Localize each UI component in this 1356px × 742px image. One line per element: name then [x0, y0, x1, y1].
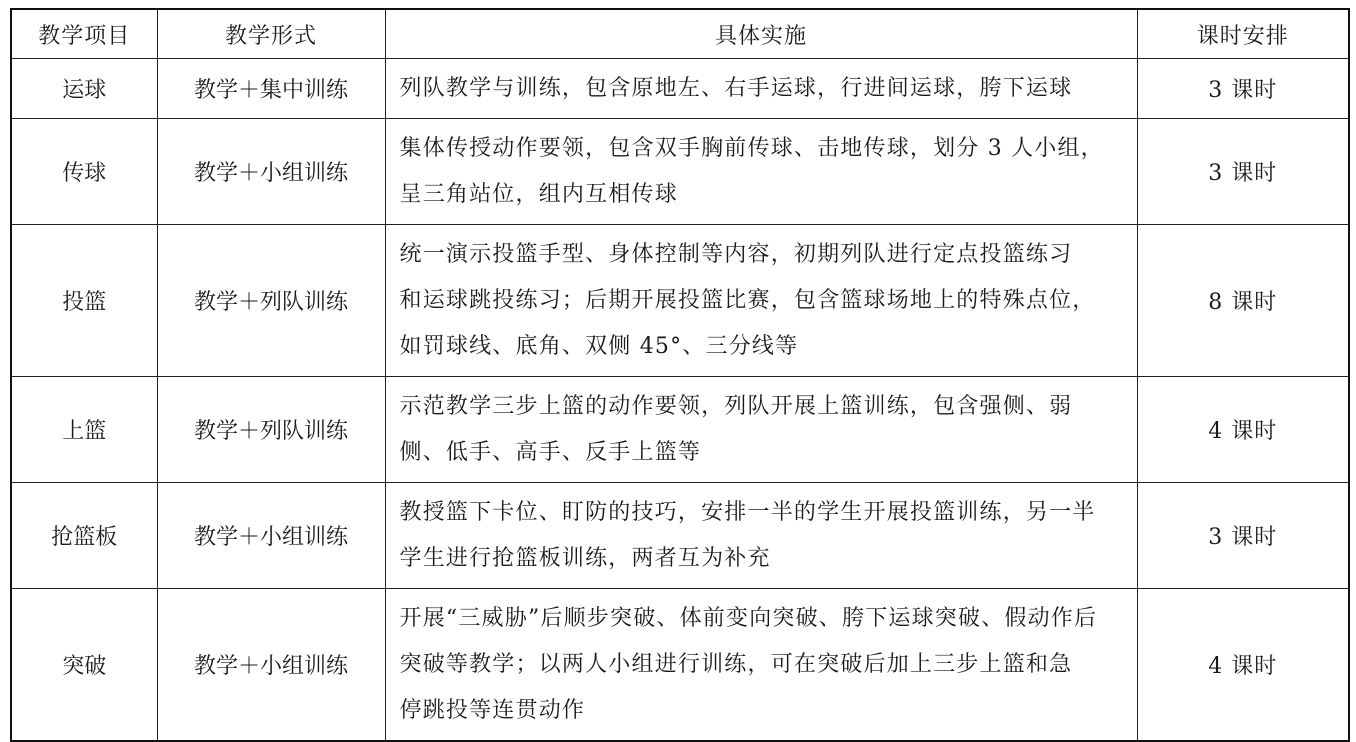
detail-line: 开展“三威胁”后顺步突破、体前变向突破、胯下运球突破、假动作后: [399, 605, 1098, 631]
cell-detail: [385, 483, 1137, 589]
header-teaching-form: 教学形式: [157, 9, 385, 59]
cell-form: 教学＋小组训练: [157, 483, 385, 589]
detail-line: 教授篮下卡位、盯防的技巧，安排一半的学生开展投篮训练，另一半: [399, 499, 1096, 525]
detail-line: 列队教学与训练，包含原地左、右手运球，行进间运球，胯下运球: [399, 75, 1073, 101]
cell-hours: 3 课时: [1137, 119, 1349, 225]
cell-hours: 4 课时: [1137, 377, 1349, 483]
detail-line: 停跳投等连贯动作: [399, 697, 586, 723]
teaching-plan-table: [10, 8, 1350, 742]
cell-hours: 3 课时: [1137, 59, 1349, 119]
detail-line: 集体传授动作要领，包含双手胸前传球、击地传球，划分 3 人小组，: [399, 135, 1104, 161]
detail-line: 和运球跳投练习；后期开展投篮比赛，包含篮球场地上的特殊点位，: [399, 287, 1096, 313]
cell-hours: 8 课时: [1137, 225, 1349, 377]
cell-form: 教学＋列队训练: [157, 225, 385, 377]
cell-hours: 3 课时: [1137, 483, 1349, 589]
table-row: [11, 483, 1349, 589]
table-row: [11, 589, 1349, 742]
cell-item: 传球: [11, 119, 157, 225]
detail-line: 示范教学三步上篮的动作要领，列队开展上篮训练，包含强侧、弱: [399, 393, 1073, 419]
table-row: [11, 225, 1349, 377]
table-row: [11, 119, 1349, 225]
detail-line: 呈三角站位，组内互相传球: [399, 181, 678, 207]
cell-hours: 4 课时: [1137, 589, 1349, 742]
cell-form: 教学＋列队训练: [157, 377, 385, 483]
header-implementation: 具体实施: [385, 9, 1137, 59]
cell-form: 教学＋小组训练: [157, 119, 385, 225]
cell-item: 投篮: [11, 225, 157, 377]
cell-detail: [385, 119, 1137, 225]
cell-detail: [385, 225, 1137, 377]
teaching-plan-table-wrapper: [10, 8, 1348, 742]
cell-form: 教学＋集中训练: [157, 59, 385, 119]
detail-line: 如罚球线、底角、双侧 45°、三分线等: [399, 333, 799, 359]
header-class-hours: 课时安排: [1137, 9, 1349, 59]
detail-line: 统一演示投篮手型、身体控制等内容，初期列队进行定点投篮练习: [399, 241, 1073, 267]
cell-item: 上篮: [11, 377, 157, 483]
cell-detail: [385, 589, 1137, 742]
cell-item: 突破: [11, 589, 157, 742]
detail-line: 学生进行抢篮板训练，两者互为补充: [399, 545, 771, 571]
header-teaching-item: 教学项目: [11, 9, 157, 59]
table-header-row: [11, 9, 1349, 59]
cell-item: 抢篮板: [11, 483, 157, 589]
cell-detail: [385, 59, 1137, 119]
table-row: [11, 59, 1349, 119]
detail-line: 侧、低手、高手、反手上篮等: [399, 439, 702, 465]
cell-form: 教学＋小组训练: [157, 589, 385, 742]
detail-line: 突破等教学；以两人小组进行训练，可在突破后加上三步上篮和急: [399, 651, 1073, 677]
table-row: [11, 377, 1349, 483]
cell-item: 运球: [11, 59, 157, 119]
cell-detail: [385, 377, 1137, 483]
